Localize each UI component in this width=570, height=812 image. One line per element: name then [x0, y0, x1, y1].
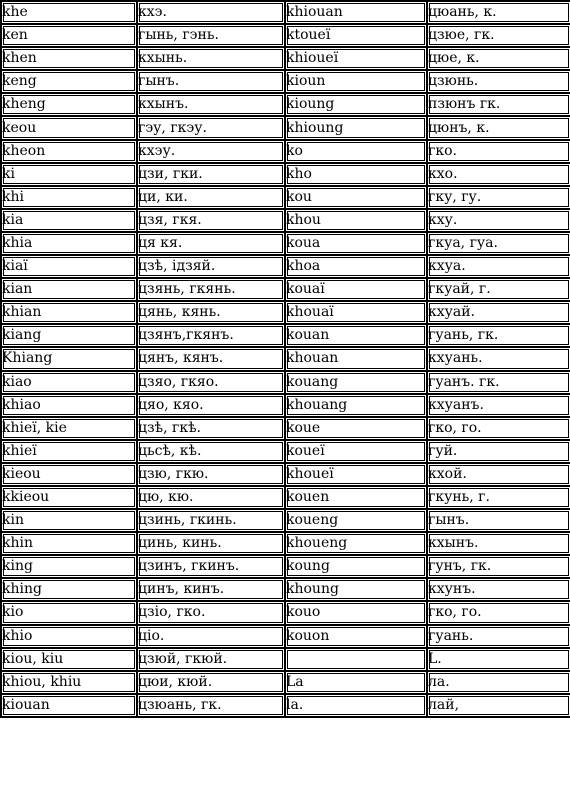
table-cell-french-syllable: keng	[2, 71, 138, 94]
table-cell-russian-syllable: гунъ, гк.	[428, 556, 570, 579]
table-cell-russian-syllable: L.	[428, 649, 570, 672]
table-cell-french-syllable: kheon	[2, 141, 138, 164]
table-row	[2, 48, 570, 71]
table-cell-russian-syllable: цзюань, гк.	[138, 695, 286, 718]
table-cell-french-syllable: ken	[2, 25, 138, 48]
table-cell-french-syllable: Khiang	[2, 348, 138, 371]
table-cell-russian-syllable: кхынь.	[138, 48, 286, 71]
table-cell-russian-syllable: гынь, гэнь.	[138, 25, 286, 48]
table-cell-russian-syllable: кхуань.	[428, 348, 570, 371]
table-row	[2, 695, 570, 718]
table-cell-french-syllable: khieï, kie	[2, 418, 138, 441]
table-cell-russian-syllable: цзіо, гко.	[138, 602, 286, 625]
table-row	[2, 464, 570, 487]
table-cell-french-syllable: koua	[286, 233, 428, 256]
table-row	[2, 579, 570, 602]
table-cell-russian-syllable: кхуа.	[428, 256, 570, 279]
table-cell-russian-syllable: кхэ.	[138, 2, 286, 25]
table-cell-russian-syllable: ця кя.	[138, 233, 286, 256]
table-row	[2, 2, 570, 25]
table-row	[2, 441, 570, 464]
table-cell-russian-syllable: кхынъ.	[428, 533, 570, 556]
table-cell-russian-syllable: гынъ.	[138, 71, 286, 94]
table-cell-russian-syllable: ціо.	[138, 626, 286, 649]
table-row	[2, 25, 570, 48]
table-cell-french-syllable: kiou, kiu	[2, 649, 138, 672]
table-row	[2, 395, 570, 418]
table-cell-french-syllable: kiao	[2, 372, 138, 395]
table-cell-russian-syllable: цзи, гки.	[138, 164, 286, 187]
table-cell-french-syllable: kkieou	[2, 487, 138, 510]
table-cell-french-syllable: khing	[2, 579, 138, 602]
table-cell-russian-syllable: пзюнъ гк.	[428, 94, 570, 117]
table-cell-french-syllable: khoa	[286, 256, 428, 279]
table-cell-french-syllable: koueï	[286, 441, 428, 464]
table-cell-russian-syllable: гынъ.	[428, 510, 570, 533]
table-row	[2, 279, 570, 302]
table-cell-russian-syllable: цзянь, гкянь.	[138, 279, 286, 302]
table-cell-russian-syllable: ци, ки.	[138, 187, 286, 210]
table-cell-french-syllable: kioun	[286, 71, 428, 94]
table-cell-russian-syllable: цзѣ, ідзяй.	[138, 256, 286, 279]
table-cell-russian-syllable: кхэу.	[138, 141, 286, 164]
table-cell-french-syllable: khian	[2, 302, 138, 325]
table-cell-russian-syllable: кхо.	[428, 164, 570, 187]
table-cell-french-syllable: koueng	[286, 510, 428, 533]
table-cell-russian-syllable: лай,	[428, 695, 570, 718]
table-row	[2, 233, 570, 256]
table-cell-russian-syllable: цзюнь.	[428, 71, 570, 94]
table-cell-french-syllable: kia	[2, 210, 138, 233]
table-cell-russian-syllable: гко, го.	[428, 418, 570, 441]
table-row	[2, 556, 570, 579]
table-cell-french-syllable: kouan	[286, 325, 428, 348]
table-cell-french-syllable: keou	[2, 117, 138, 140]
table-cell-russian-syllable: кхунъ.	[428, 579, 570, 602]
table-row	[2, 348, 570, 371]
table-cell-russian-syllable: цяо, кяо.	[138, 395, 286, 418]
table-cell-russian-syllable: цюе, к.	[428, 48, 570, 71]
table-cell-russian-syllable: гэу, гкэу.	[138, 117, 286, 140]
table-row	[2, 325, 570, 348]
table-cell-french-syllable: khouaï	[286, 302, 428, 325]
table-row	[2, 164, 570, 187]
table-cell-french-syllable: ki	[2, 164, 138, 187]
table-row	[2, 141, 570, 164]
table-row	[2, 649, 570, 672]
table-row	[2, 418, 570, 441]
table-cell-french-syllable: la.	[286, 695, 428, 718]
table-row	[2, 256, 570, 279]
table-cell-french-syllable: kioung	[286, 94, 428, 117]
table-cell-russian-syllable: цюнъ, к.	[428, 117, 570, 140]
table-cell-french-syllable: koung	[286, 556, 428, 579]
table-cell-russian-syllable: гко.	[428, 141, 570, 164]
table-cell-russian-syllable: цюань, к.	[428, 2, 570, 25]
table-cell-french-syllable: khoueï	[286, 464, 428, 487]
table-cell-french-syllable: khoung	[286, 579, 428, 602]
table-cell-russian-syllable: цзяо, гкяо.	[138, 372, 286, 395]
table-row	[2, 302, 570, 325]
table-cell-french-syllable: khieï	[2, 441, 138, 464]
table-row	[2, 187, 570, 210]
table-cell-russian-syllable: гуй.	[428, 441, 570, 464]
table-cell-russian-syllable: цзинь, гкинь.	[138, 510, 286, 533]
table-cell-russian-syllable: цю, кю.	[138, 487, 286, 510]
table-cell-russian-syllable: цинъ, кинъ.	[138, 579, 286, 602]
table-cell-french-syllable: kin	[2, 510, 138, 533]
table-cell-french-syllable: khiao	[2, 395, 138, 418]
table-cell-french-syllable: khia	[2, 233, 138, 256]
table-cell-russian-syllable: цзянъ,гкянъ.	[138, 325, 286, 348]
table-cell-russian-syllable: гуань, гк.	[428, 325, 570, 348]
table-cell-french-syllable: ko	[286, 141, 428, 164]
table-row	[2, 210, 570, 233]
table-cell-french-syllable: khou	[286, 210, 428, 233]
table-cell-russian-syllable: кхуай.	[428, 302, 570, 325]
table-cell-russian-syllable: кхой.	[428, 464, 570, 487]
table-cell-russian-syllable: гкунь, г.	[428, 487, 570, 510]
table-row	[2, 510, 570, 533]
table-cell-russian-syllable: цянь, кянь.	[138, 302, 286, 325]
table-cell-russian-syllable: кхынъ.	[138, 94, 286, 117]
table-cell-french-syllable: kiaï	[2, 256, 138, 279]
table-cell-russian-syllable: цзюе, гк.	[428, 25, 570, 48]
table-cell-russian-syllable: гко, го.	[428, 602, 570, 625]
table-cell-russian-syllable: цюи, кюй.	[138, 672, 286, 695]
table-row	[2, 487, 570, 510]
table-cell-french-syllable: kieou	[2, 464, 138, 487]
table-cell-russian-syllable: цьсѣ, кѣ.	[138, 441, 286, 464]
table-cell-french-syllable: khin	[2, 533, 138, 556]
table-row	[2, 602, 570, 625]
table-cell-french-syllable: kheng	[2, 94, 138, 117]
table-cell-french-syllable: khouang	[286, 395, 428, 418]
table-cell-russian-syllable: гку, гу.	[428, 187, 570, 210]
table-cell-french-syllable: koue	[286, 418, 428, 441]
table-cell-russian-syllable: ла.	[428, 672, 570, 695]
table-cell-french-syllable: kouang	[286, 372, 428, 395]
table-row	[2, 94, 570, 117]
table-body	[2, 2, 570, 718]
table-cell-russian-syllable: гуанъ. гк.	[428, 372, 570, 395]
table-cell-russian-syllable: цянъ, кянъ.	[138, 348, 286, 371]
table-cell-russian-syllable: кхуанъ.	[428, 395, 570, 418]
table-cell-french-syllable: khen	[2, 48, 138, 71]
table-cell-russian-syllable: цинь, кинь.	[138, 533, 286, 556]
table-cell-french-syllable: khioung	[286, 117, 428, 140]
table-cell-russian-syllable: цзѣ, гкѣ.	[138, 418, 286, 441]
table-cell-french-syllable	[286, 649, 428, 672]
table-cell-french-syllable: kouen	[286, 487, 428, 510]
table-cell-french-syllable: khouan	[286, 348, 428, 371]
table-row	[2, 672, 570, 695]
table-cell-french-syllable: king	[2, 556, 138, 579]
table-cell-french-syllable: kou	[286, 187, 428, 210]
table-cell-russian-syllable: цзя, гкя.	[138, 210, 286, 233]
table-cell-russian-syllable: гуань.	[428, 626, 570, 649]
table-cell-french-syllable: khe	[2, 2, 138, 25]
table-cell-french-syllable: kio	[2, 602, 138, 625]
table-cell-french-syllable: khiouan	[286, 2, 428, 25]
table-row	[2, 117, 570, 140]
table-cell-french-syllable: kian	[2, 279, 138, 302]
table-cell-french-syllable: kouon	[286, 626, 428, 649]
table-row	[2, 372, 570, 395]
table-cell-french-syllable: khoueng	[286, 533, 428, 556]
table-cell-russian-syllable: кху.	[428, 210, 570, 233]
table-cell-french-syllable: khiou, khiu	[2, 672, 138, 695]
table-cell-french-syllable: kiang	[2, 325, 138, 348]
table-row	[2, 533, 570, 556]
table-cell-french-syllable: khi	[2, 187, 138, 210]
table-cell-russian-syllable: гкуай, г.	[428, 279, 570, 302]
table-cell-russian-syllable: гкуа, гуа.	[428, 233, 570, 256]
table-cell-french-syllable: La	[286, 672, 428, 695]
table-cell-russian-syllable: цзю, гкю.	[138, 464, 286, 487]
table-cell-russian-syllable: цзюй, гкюй.	[138, 649, 286, 672]
table-cell-french-syllable: kiouan	[2, 695, 138, 718]
table-cell-french-syllable: kouo	[286, 602, 428, 625]
table-cell-french-syllable: khioueï	[286, 48, 428, 71]
table-cell-french-syllable: kho	[286, 164, 428, 187]
table-cell-russian-syllable: цзинъ, гкинъ.	[138, 556, 286, 579]
table-row	[2, 71, 570, 94]
table-cell-french-syllable: kouaï	[286, 279, 428, 302]
table-cell-french-syllable: ktoueï	[286, 25, 428, 48]
table-cell-french-syllable: khio	[2, 626, 138, 649]
table-row	[2, 626, 570, 649]
